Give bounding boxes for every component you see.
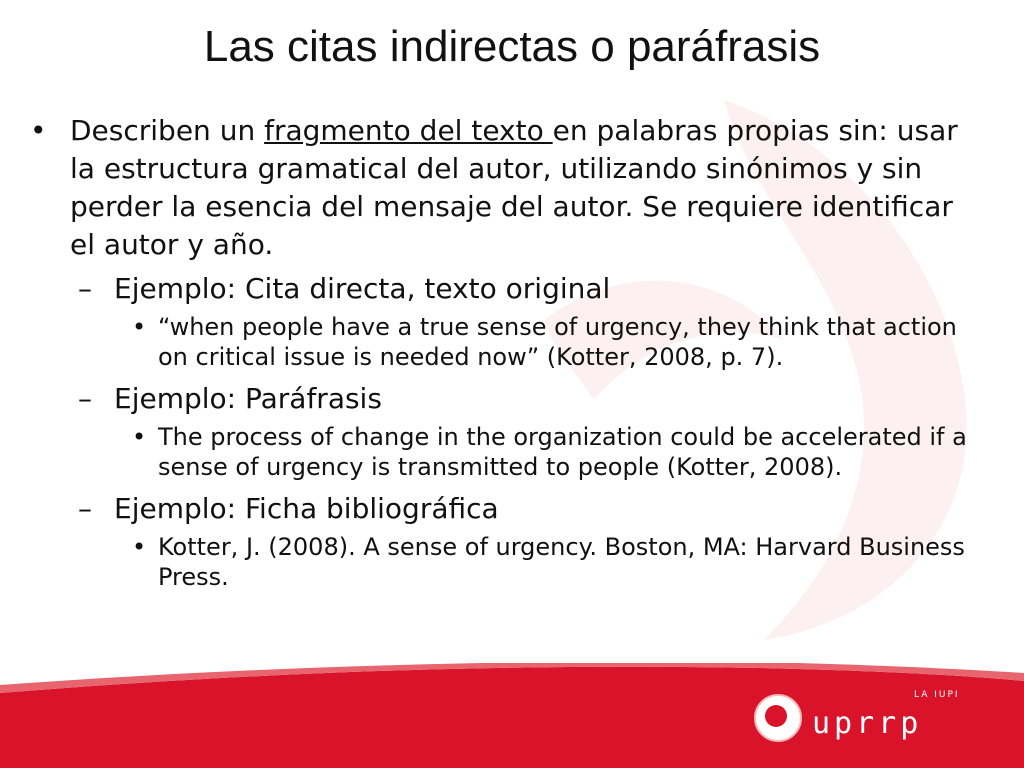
dash-icon: – bbox=[78, 272, 92, 305]
example-item-1 bbox=[0, 312, 988, 372]
university-seal-icon bbox=[754, 694, 802, 742]
dash-icon: – bbox=[78, 382, 92, 415]
example-heading-3 bbox=[0, 490, 974, 528]
intro-text-before: Describen un bbox=[70, 114, 265, 147]
intro-underlined-text: fragmento del texto bbox=[264, 114, 553, 147]
logo-wordmark: uprrp bbox=[812, 706, 923, 741]
example-heading-text: Ejemplo: Ficha bibliográfica bbox=[114, 492, 499, 525]
example-item-text: “when people have a true sense of urgency, they think that action on critical issue is needed now” (Kotter, 2008, p. 7). bbox=[158, 313, 957, 371]
example-item-2 bbox=[0, 422, 988, 482]
bullet-icon: • bbox=[132, 313, 147, 341]
example-heading-text: Ejemplo: Paráfrasis bbox=[114, 382, 382, 415]
logo-tagline: LA IUPI bbox=[914, 690, 960, 700]
slide-body bbox=[0, 112, 1024, 600]
intro-text-after: en palabras propias sin: usar la estructura gramatical del autor, utilizando sinónimos y sin perder la esencia del mensaje del autor. Se requiere identificar el autor y año. bbox=[70, 114, 958, 261]
bullet-icon: • bbox=[132, 533, 147, 561]
slide-title: Las citas indirectas o paráfrasis bbox=[203, 22, 821, 71]
uprrp-logo bbox=[754, 688, 964, 748]
example-item-text: Kotter, J. (2008). A sense of urgency. Boston, MA: Harvard Business Press. bbox=[158, 533, 965, 591]
example-item-3 bbox=[0, 532, 988, 592]
example-heading-text: Ejemplo: Cita directa, texto original bbox=[114, 272, 611, 305]
dash-icon: – bbox=[78, 492, 92, 525]
example-heading-1 bbox=[0, 270, 974, 308]
bullet-icon: • bbox=[132, 423, 147, 451]
example-item-text: The process of change in the organization could be accelerated if a sense of urgency is transmitted to people (Kotter, 2008). bbox=[158, 423, 967, 481]
intro-paragraph bbox=[0, 112, 970, 264]
bullet-icon: • bbox=[30, 114, 47, 147]
example-heading-2 bbox=[0, 380, 974, 418]
